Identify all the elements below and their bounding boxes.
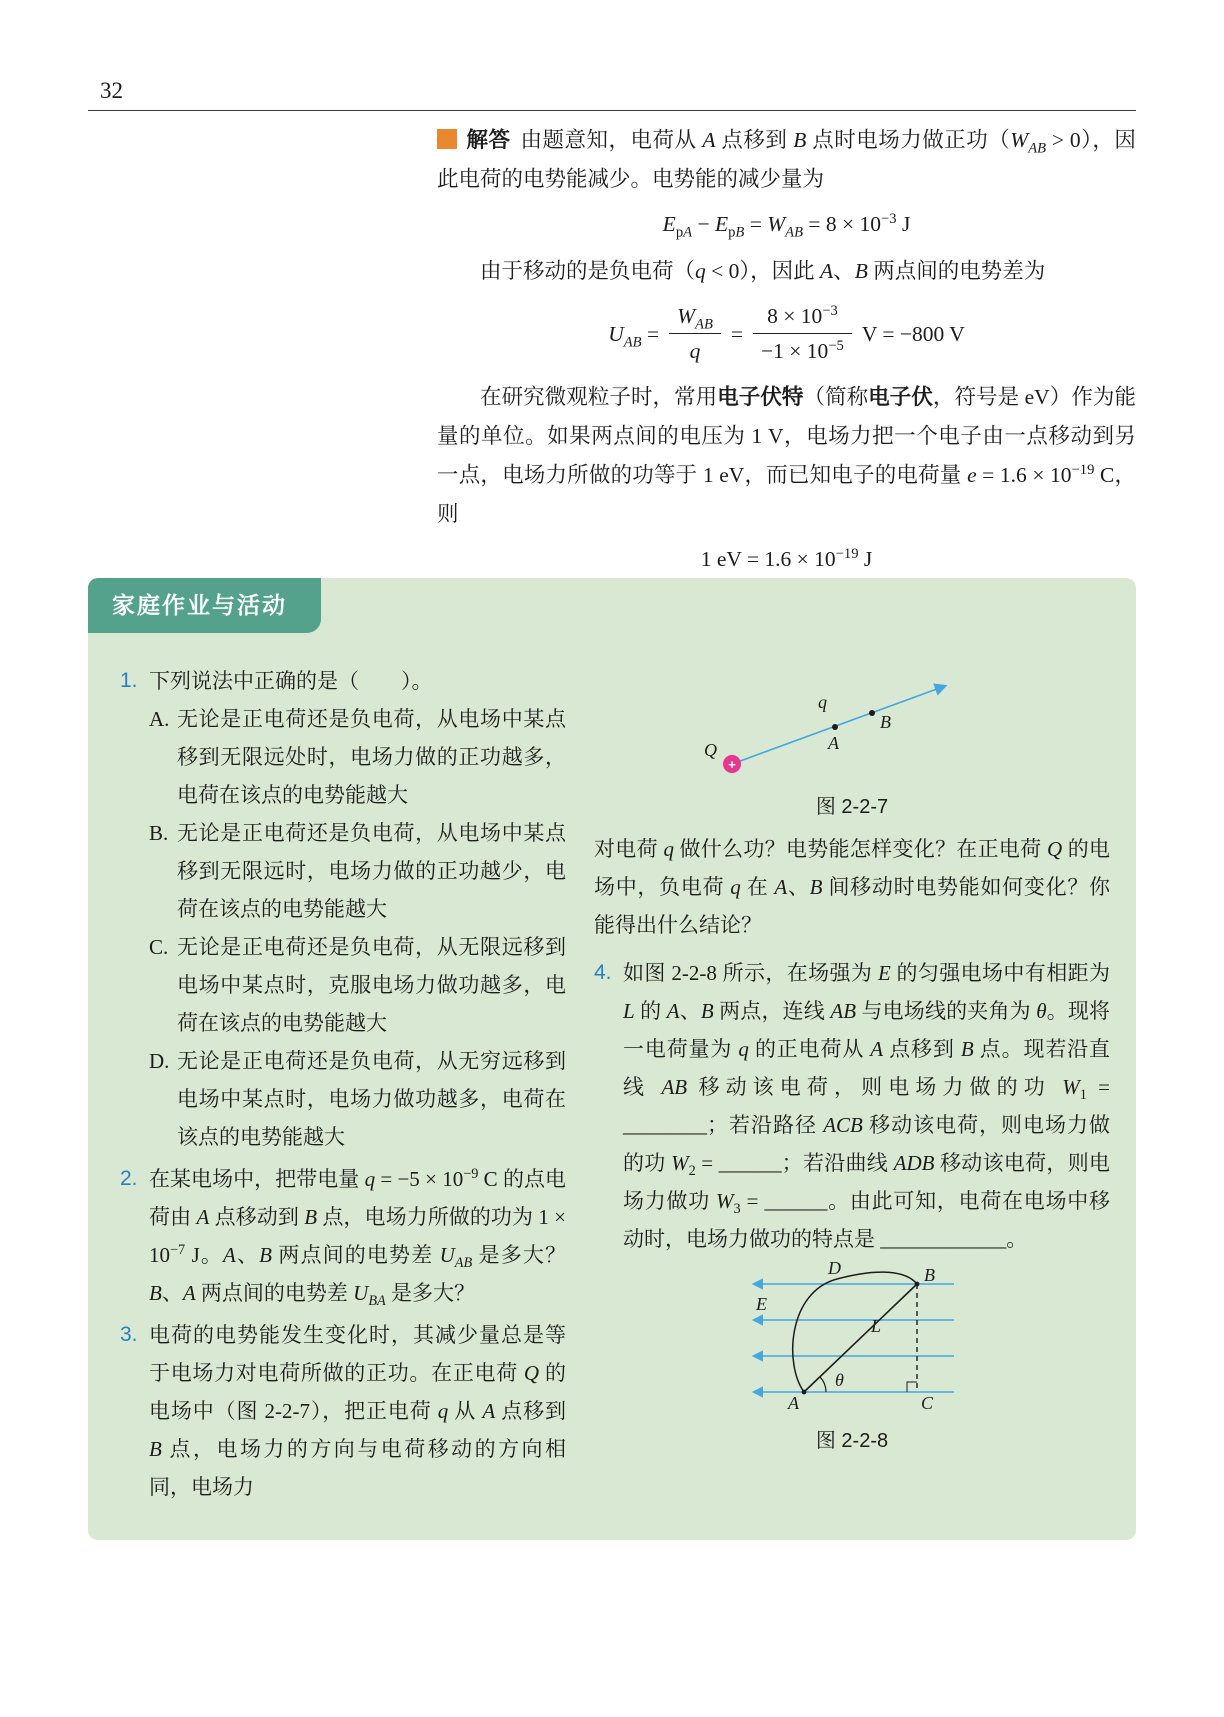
label-E: E [756, 1294, 767, 1314]
option-d-label: D. [149, 1049, 170, 1073]
question-2-number: 2. [120, 1167, 138, 1190]
question-1-stem: 下列说法中正确的是（ ）。 [149, 669, 433, 693]
option-a [149, 700, 566, 814]
point-a-dot [832, 724, 838, 730]
formula-result: V = −800 V [861, 321, 965, 346]
figure-2-2-7-drawing [702, 666, 1002, 788]
fraction-wab-over-q [669, 301, 721, 366]
homework-columns [88, 578, 1136, 1540]
square-bullet-icon [437, 129, 457, 149]
question-3-number: 3. [120, 1323, 138, 1346]
solution-label: 解答 [466, 128, 511, 152]
formula-ev-definition: 1 eV = $1.6 \times 10^{-19}$ J [700, 545, 873, 571]
figure-2-2-7 [594, 666, 1110, 820]
point-b-dot [869, 710, 875, 716]
formula-potential-difference [437, 301, 1136, 366]
homework-section [88, 578, 1136, 1540]
option-b-label: B. [149, 821, 169, 845]
solution-section [437, 121, 1136, 587]
label-B: B [924, 1265, 935, 1285]
question-3 [120, 1316, 566, 1506]
option-b [149, 814, 566, 928]
label-C: C [921, 1393, 934, 1413]
fraction-numerator: $8 \times 10^{-3}$ [753, 301, 852, 334]
solution-paragraph-1 [437, 121, 1136, 199]
segment-ab [804, 1284, 917, 1392]
option-a-label: A. [149, 707, 170, 731]
option-d [149, 1042, 566, 1156]
question-4-body: 如图 2-2-8 所示，在场强为 E 的匀强电场中有相距为 L 的 A、B 两点，连线 AB 与电场线的夹角为 θ。现将一电荷量为 q 的正电荷从 A 点移到 B 点。现若沿直线 AB 移动该电荷，则电场力做的功 $W_1$ = ________；若沿路径 ACB 移动该电荷，则电场力做的功 $W_2$ = ______；若沿曲线 ADB 移动该电荷，则电场力做功 $W_3$ = ______。由此可知，电荷在电场中移动时，电场力做功的特点是 ____________。 [623, 961, 1111, 1251]
label-Q: Q [704, 740, 717, 760]
header-rule [88, 110, 1136, 111]
question-1-body [149, 662, 566, 1156]
formula-energy-decrease: $E_{pA} - E_{pB} = W_{AB} = 8 \times 10^{-3}$ J [662, 210, 911, 241]
question-2 [120, 1160, 566, 1312]
figure-2-2-7-caption: 图 2-2-7 [815, 796, 889, 818]
right-angle-marker [907, 1382, 917, 1392]
question-4 [594, 954, 1110, 1258]
fraction-denominator: $-1 \times 10^{-5}$ [761, 337, 844, 363]
option-a-text: 无论是正电荷还是负电荷，从电场中某点移到无限远处时，电场力做的正功越多，电荷在该点的电势能越大 [177, 707, 566, 807]
solution-paragraph-1-text: 由题意知，电荷从 A 点移到 B 点时电场力做正功$(W_{AB} > 0)$，因此电荷的电势能减少。电势能的减少量为 [437, 128, 1136, 191]
fraction-numerator: $W_{AB}$ [669, 301, 721, 334]
point-b-dot [915, 1282, 920, 1287]
plus-sign: + [728, 757, 736, 772]
label-A: A [788, 1393, 799, 1413]
question-3-body: 电荷的电势能发生变化时，其减少量总是等于电场力对电荷所做的正功。在正电荷 Q 的电场中（图 2-2-7），把正电荷 q 从 A 点移到 B 点，电场力的方向与电荷移动的方向相同，电场力 [149, 1323, 567, 1499]
figure-2-2-8 [594, 1262, 1110, 1454]
question-4-number: 4. [594, 961, 612, 984]
homework-badge: 家庭作业与活动 [88, 578, 321, 633]
curve-adb [793, 1272, 917, 1392]
question-1 [120, 662, 566, 1156]
equals-sign: = [730, 321, 744, 346]
option-b-text: 无论是正电荷还是负电荷，从电场中某点移到无限远时，电场力做的正功越少，电荷在该点的电势能越大 [177, 821, 566, 921]
homework-left-column [120, 662, 566, 1510]
label-L: L [871, 1316, 882, 1336]
formula-lhs: $U_{AB}$ = [608, 321, 660, 350]
figure-2-2-8-caption: 图 2-2-8 [815, 1430, 889, 1452]
theta-arc [820, 1377, 826, 1392]
option-c-text: 无论是正电荷还是负电荷，从无限远移到电场中某点时，克服电场力做功越多，电荷在该点的电势能越大 [177, 935, 566, 1035]
label-theta: θ [835, 1370, 844, 1390]
question-2-body: 在某电场中，把带电量 $q = -5 \times 10^{-9}$ C 的点电荷由 A 点移动到 B 点，电场力所做的功为 $1 \times 10^{-7}$ J。A、B 两点间的电势差 $U_{AB}$ 是多大？ B、A 两点间的电势差 $U_{BA}$ 是多大？ [149, 1166, 567, 1310]
fraction-denominator: q [689, 339, 701, 363]
label-D: D [828, 1262, 841, 1278]
question-1-number: 1. [120, 669, 138, 692]
label-A: A [828, 733, 839, 753]
option-d-text: 无论是正电荷还是负电荷，从无穷远移到电场中某点时，电场力做功越多，电荷在该点的电势能越大 [177, 1049, 566, 1149]
option-c-label: C. [149, 935, 169, 959]
solution-paragraph-3: 在研究微观粒子时，常用电子伏特（简称电子伏，符号是 eV）作为能量的单位。如果两点间的电压为 1 V，电场力把一个电子由一点移动到另一点，电场力所做的功等于 1 eV，而已知电子的电荷量 $e = 1.6 \times 10^{-19}$ C，则 [437, 385, 1136, 526]
homework-right-column [594, 662, 1110, 1510]
label-q: q [818, 692, 827, 712]
point-a-dot [802, 1390, 807, 1395]
option-c [149, 928, 566, 1042]
question-3-continuation: 对电荷 q 做什么功？电势能怎样变化？在正电荷 Q 的电场中，负电荷 q 在 A、B 间移动时电势能如何变化？你能得出什么结论？ [594, 837, 1111, 937]
label-B: B [880, 712, 891, 732]
fraction-numeric [753, 301, 852, 366]
figure-2-2-8-drawing [742, 1262, 962, 1422]
page-number: 32 [100, 78, 123, 103]
solution-paragraph-2: 由于移动的是负电荷（q < 0），因此 A、B 两点间的电势差为 [480, 259, 1046, 283]
